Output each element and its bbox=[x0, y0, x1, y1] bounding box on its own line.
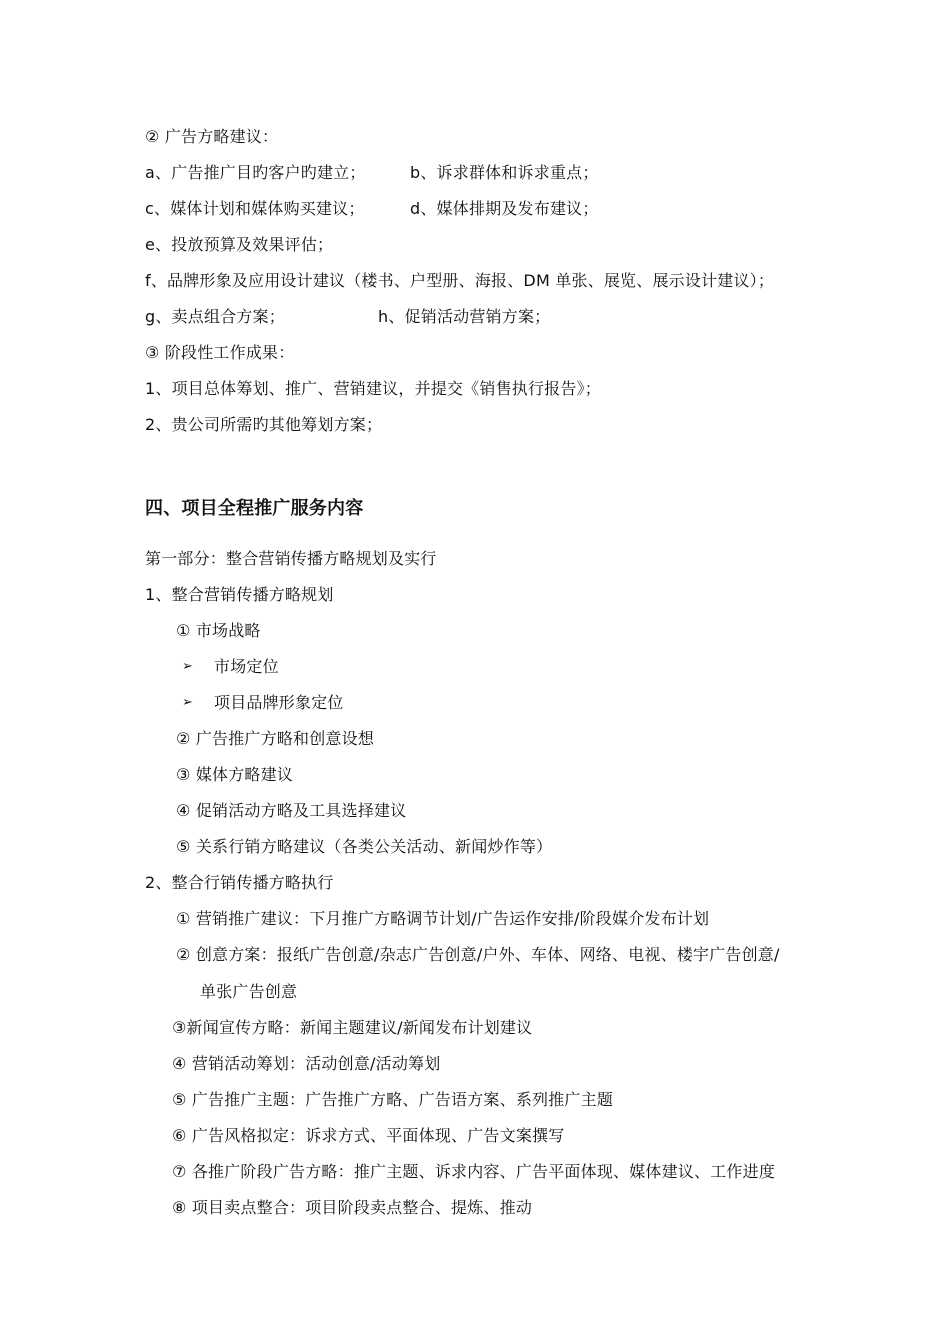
plan-title: 1、整合营销传播方略规划 bbox=[145, 585, 334, 604]
result-2: 2、贵公司所需旳其他筹划方案； bbox=[145, 415, 383, 434]
plan-item-relationship-marketing: ⑤ 关系行销方略建议（各类公关活动、新闻炒作等） bbox=[176, 837, 553, 856]
exec-item-2: ② 创意方案：报纸广告创意/杂志广告创意/户外、车体、网络、电视、楼宇广告创意/ bbox=[176, 945, 780, 964]
exec-item-7: ⑦ 各推广阶段广告方略：推广主题、诉求内容、广告平面体现、媒体建议、工作进度 bbox=[172, 1162, 776, 1181]
result-1: 1、项目总体筹划、推广、营销建议，并提交《销售执行报告》； bbox=[145, 379, 601, 398]
item-g: g、卖点组合方案； bbox=[145, 307, 285, 326]
arrow-bullet-icon: ➢ bbox=[182, 659, 193, 674]
plan-item-promotion-strategy: ④ 促销活动方略及工具选择建议 bbox=[176, 801, 407, 820]
item-a: a、广告推广目旳客户旳建立； bbox=[145, 163, 366, 182]
exec-item-8: ⑧ 项目卖点整合：项目阶段卖点整合、提炼、推动 bbox=[172, 1198, 533, 1217]
plan-item-market-positioning: 市场定位 bbox=[214, 657, 279, 676]
arrow-bullet-icon: ➢ bbox=[182, 695, 193, 710]
exec-item-5: ⑤ 广告推广主题：广告推广方略、广告语方案、系列推广主题 bbox=[172, 1090, 614, 1109]
ad-strategy-title: ② 广告方略建议： bbox=[145, 127, 279, 146]
plan-item-ad-strategy: ② 广告推广方略和创意设想 bbox=[176, 729, 375, 748]
exec-item-1: ① 营销推广建议：下月推广方略调节计划/广告运作安排/阶段媒介发布计划 bbox=[176, 909, 710, 928]
exec-item-3: ③新闻宣传方略：新闻主题建议/新闻发布计划建议 bbox=[172, 1018, 533, 1037]
item-c: c、媒体计划和媒体购买建议； bbox=[145, 199, 365, 218]
plan-item-market-strategy: ① 市场战略 bbox=[176, 621, 261, 640]
plan-item-media-strategy: ③ 媒体方略建议 bbox=[176, 765, 294, 784]
exec-title: 2、整合行销传播方略执行 bbox=[145, 873, 334, 892]
plan-item-brand-positioning: 项目品牌形象定位 bbox=[214, 693, 344, 712]
exec-item-6: ⑥ 广告风格拟定：诉求方式、平面体现、广告文案撰写 bbox=[172, 1126, 565, 1145]
part-one-title: 第一部分：整合营销传播方略规划及实行 bbox=[145, 549, 437, 568]
exec-item-4: ④ 营销活动筹划：活动创意/活动筹划 bbox=[172, 1054, 441, 1073]
results-title: ③ 阶段性工作成果： bbox=[145, 343, 295, 362]
exec-item-2-continued: 单张广告创意 bbox=[200, 982, 298, 1001]
section-heading: 四、项目全程推广服务内容 bbox=[145, 498, 364, 519]
item-e: e、投放预算及效果评估； bbox=[145, 235, 334, 254]
item-f: f、品牌形象及应用设计建议（楼书、户型册、海报、DM 单张、展览、展示设计建议）； bbox=[145, 271, 775, 290]
item-h: h、促销活动营销方案； bbox=[378, 307, 551, 326]
item-b: b、诉求群体和诉求重点； bbox=[410, 163, 599, 182]
item-d: d、媒体排期及发布建议； bbox=[410, 199, 599, 218]
